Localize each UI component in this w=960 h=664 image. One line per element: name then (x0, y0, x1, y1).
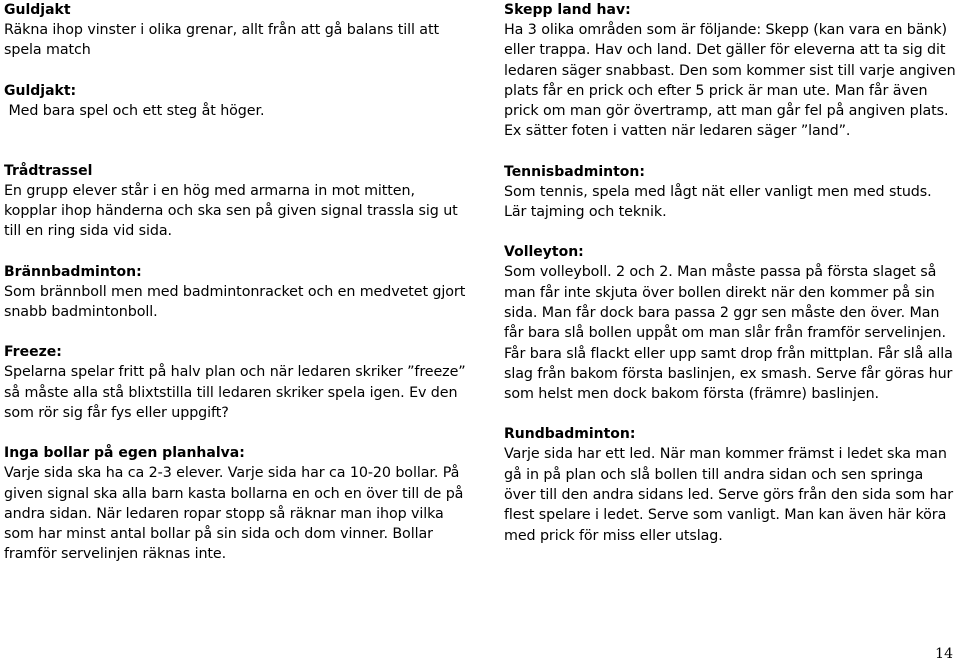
left-column (4, 0, 466, 565)
section-guldjakt-variant (4, 81, 466, 121)
section-heading: Brännbadminton: (4, 263, 142, 280)
section-heading: Guldjakt (4, 2, 71, 18)
section-text: Med bara spel och ett steg åt höger. (4, 102, 265, 119)
page-number: 14 (935, 646, 953, 662)
section-rundbadminton (504, 424, 956, 545)
right-column (504, 0, 956, 546)
section-freeze (4, 342, 466, 423)
section-text: Räkna ihop vinster i olika grenar, allt från att gå balans till att spela match (4, 22, 439, 59)
section-text: Varje sida har ett led. När man kommer främst i ledet ska man gå in på plan och slå bollen till andra sidan och sen springa över till den andra sidans led. Serve görs från den sida som har flest spelare i ledet. Serve som vanligt. Man kan även här köra med prick för miss eller utslag. (504, 446, 954, 544)
section-inga-bollar (4, 443, 466, 564)
section-text: Som tennis, spela med lågt nät eller vanligt men med studs. Lär tajming och teknik. (504, 183, 932, 221)
section-guldjakt (4, 0, 466, 61)
section-text: Spelarna spelar fritt på halv plan och när ledaren skriker ”freeze” så måste alla stå blixtstilla till ledaren skriker spela igen. Ev den som rör sig får fys eller uppgift? (4, 364, 466, 421)
section-skepp-land-hav (504, 0, 956, 142)
section-tennisbadminton (504, 162, 956, 223)
section-heading: Guldjakt: (4, 82, 77, 99)
section-heading: Tennisbadminton: (504, 163, 645, 180)
section-text: En grupp elever står i en hög med armarna in mot mitten, kopplar ihop händerna och ska sen på given signal trassla sig ut till en ring sida vid sida. (4, 182, 458, 240)
section-tradtrassel (4, 161, 466, 242)
section-heading: Inga bollar på egen planhalva: (4, 445, 245, 462)
section-heading: Volleyton: (504, 244, 584, 261)
section-heading: Skepp land hav: (504, 2, 631, 18)
section-volleyton (504, 242, 956, 404)
section-text: Ha 3 olika områden som är följande: Skepp (kan vara en bänk) eller trappa. Hav och land. Det gäller för eleverna att ta sig dit ledaren säger snabbast. Den som kommer sist till varje angiven plats får en prick och efter 5 prick är man ute. Man får även prick om man gör övertramp, att man går fel på angiven plats. Ex sätter foten i vatten när ledaren säger ”land”. (504, 22, 956, 140)
section-heading: Rundbadminton: (504, 426, 636, 443)
section-brannbadminton (4, 262, 466, 323)
section-text: Som brännboll men med badmintonracket och en medvetet gjort snabb badmintonboll. (4, 283, 466, 321)
section-text: Som volleyboll. 2 och 2. Man måste passa på första slaget så man får inte skjuta över bollen direkt när den kommer på sin sida. Man får dock bara passa 2 ggr sen måste den över. Man får bara slå bollen uppåt om man slår från framför servelinjen. Får bara slå flackt eller upp samt drop från mittplan. Får slå alla slag från bakom första baslinjen, ex smash. Serve får göras hur som helst men dock bakom första (främre) baslinjen. (504, 264, 953, 403)
section-text: Varje sida ska ha ca 2-3 elever. Varje sida har ca 10-20 bollar. På given signal ska alla barn kasta bollarna en och en över till de på andra sidan. När ledaren ropar stopp så räknar man ihop vilka som har minst antal bollar på sin sida och dom vinner. Bollar framför servelinjen räknas inte. (4, 465, 464, 563)
section-heading: Trådtrassel (4, 162, 93, 179)
section-heading: Freeze: (4, 344, 62, 361)
